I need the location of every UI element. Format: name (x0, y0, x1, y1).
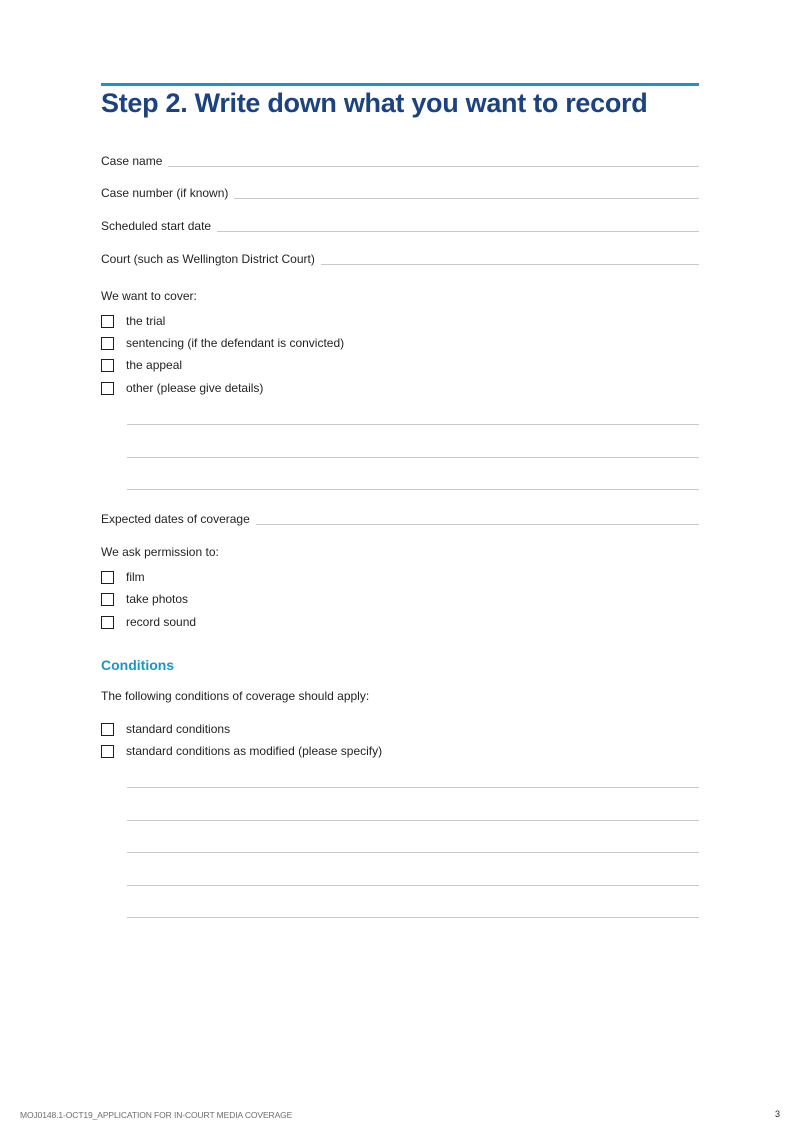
start-date-label: Scheduled start date (101, 219, 212, 233)
conditions-details-line[interactable] (127, 917, 699, 918)
conditions-details-line[interactable] (127, 852, 699, 853)
court-field[interactable] (101, 246, 699, 266)
start-date-input-line[interactable] (217, 231, 699, 232)
cover-label: We want to cover: (101, 289, 197, 303)
cover-appeal-label: the appeal (126, 358, 183, 372)
cover-sentencing-checkbox[interactable] (101, 335, 344, 351)
standard-conditions-label: standard conditions (126, 722, 231, 736)
case-name-field[interactable] (101, 148, 699, 168)
checkbox-box[interactable] (101, 745, 114, 758)
cover-appeal-checkbox[interactable] (101, 357, 182, 373)
permission-photos-checkbox[interactable] (101, 591, 188, 607)
expected-dates-label: Expected dates of coverage (101, 512, 250, 526)
modified-conditions-checkbox[interactable] (101, 743, 382, 759)
other-details-line[interactable] (127, 489, 699, 490)
case-number-input-line[interactable] (234, 198, 699, 199)
footer-doc-id: MOJ0148.1-OCT19_APPLICATION FOR IN-COURT MEDIA COVERAGE (20, 1110, 293, 1120)
court-input-line[interactable] (321, 264, 699, 265)
checkbox-box[interactable] (101, 359, 114, 372)
standard-conditions-checkbox[interactable] (101, 721, 230, 737)
permission-film-label: film (126, 570, 145, 584)
cover-other-label: other (please give details) (126, 381, 264, 395)
case-name-label: Case name (101, 154, 163, 168)
checkbox-box[interactable] (101, 723, 114, 736)
cover-sentencing-label: sentencing (if the defendant is convicted) (126, 336, 345, 350)
conditions-details-line[interactable] (127, 885, 699, 886)
case-number-label: Case number (if known) (101, 186, 229, 200)
conditions-details-line[interactable] (127, 820, 699, 821)
cover-trial-label: the trial (126, 314, 166, 328)
checkbox-box[interactable] (101, 616, 114, 629)
conditions-intro: The following conditions of coverage should apply: (101, 689, 370, 703)
modified-conditions-label: standard conditions as modified (please specify) (126, 744, 383, 758)
page-title: Step 2. Write down what you want to record (101, 88, 648, 118)
permission-label: We ask permission to: (101, 545, 219, 559)
other-details-line[interactable] (127, 424, 699, 425)
title-rule (101, 83, 699, 86)
conditions-heading: Conditions (101, 657, 175, 673)
checkbox-box[interactable] (101, 593, 114, 606)
permission-photos-label: take photos (126, 592, 189, 606)
expected-dates-input-line[interactable] (256, 524, 699, 525)
cover-trial-checkbox[interactable] (101, 313, 165, 329)
case-name-input-line[interactable] (168, 166, 699, 167)
permission-film-checkbox[interactable] (101, 569, 145, 585)
conditions-details-line[interactable] (127, 787, 699, 788)
permission-sound-checkbox[interactable] (101, 614, 196, 630)
cover-other-checkbox[interactable] (101, 380, 263, 396)
permission-sound-label: record sound (126, 615, 197, 629)
checkbox-box[interactable] (101, 382, 114, 395)
other-details-line[interactable] (127, 457, 699, 458)
checkbox-box[interactable] (101, 315, 114, 328)
start-date-field[interactable] (101, 213, 699, 233)
checkbox-box[interactable] (101, 571, 114, 584)
page-number: 3 (774, 1109, 780, 1119)
case-number-field[interactable] (101, 180, 699, 200)
court-label: Court (such as Wellington District Court) (101, 252, 315, 266)
expected-dates-field[interactable] (101, 506, 699, 526)
checkbox-box[interactable] (101, 337, 114, 350)
